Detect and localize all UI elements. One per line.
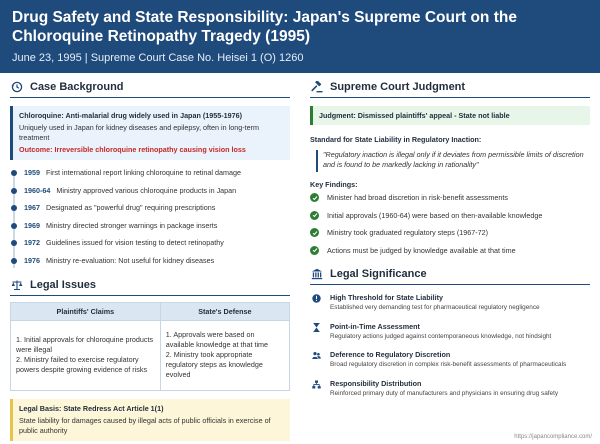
list-item [310, 207, 590, 225]
list-item [310, 242, 590, 260]
timeline [10, 168, 290, 274]
timeline-item [24, 238, 290, 256]
timeline-text: Ministry directed stronger warnings in package inserts [46, 220, 218, 230]
timeline-year: 1976 [24, 255, 40, 265]
timeline-text: Guidelines issued for vision testing to detect retinopathy [46, 238, 224, 248]
timeline-dot [11, 188, 17, 194]
page-header [0, 0, 600, 73]
plaintiffs-claim: 2. Ministry failed to exercise regulatory powers despite growing evidence of risks [16, 355, 148, 375]
list-item [310, 189, 590, 207]
legal-issues-heading [10, 278, 290, 296]
judgment-heading-text: Supreme Court Judgment [330, 81, 466, 93]
judgment-box: Judgment: Dismissed plaintiffs' appeal - State not liable [310, 106, 590, 125]
timeline-dot [11, 258, 17, 264]
significance-description: Established very demanding test for pharmaceutical regulatory negligence [330, 304, 540, 311]
history-icon [10, 80, 24, 94]
check-circle-icon [310, 193, 319, 202]
footer-url: https://japancompliance.com/ [514, 434, 592, 440]
network-icon [310, 379, 322, 408]
timeline-year: 1969 [24, 220, 40, 230]
significance-heading [310, 267, 590, 285]
key-finding-text: Actions must be judged by knowledge available at that time [327, 245, 516, 255]
timeline-year: 1960-64 [24, 185, 51, 195]
table-row [11, 320, 290, 390]
significance-title: High Threshold for State Liability [330, 293, 444, 302]
key-findings-title: Key Findings: [310, 180, 358, 189]
legal-basis-description: State liability for damages caused by illegal acts of public officials in exercise of public authority [19, 415, 271, 435]
plaintiffs-column-header: Plaintiffs' Claims [11, 302, 161, 320]
standard-quote: "Regulatory inaction is illegal only if it deviates from permissible limits of discretion and is found to be markedly lacking in rationality" [316, 150, 590, 172]
timeline-item [24, 221, 290, 239]
legal-basis-title: Legal Basis: State Redress Act Article 1(1) [19, 403, 164, 413]
background-box [10, 106, 290, 160]
state-defense-cell [160, 320, 289, 390]
state-column-header: State's Defense [160, 302, 289, 320]
background-box-description: Uniquely used in Japan for kidney diseases and epilepsy, often in long-term treatment [19, 123, 259, 142]
check-circle-icon [310, 246, 319, 255]
timeline-dot [11, 170, 17, 176]
users-icon [310, 350, 322, 379]
table-header-row [11, 302, 290, 320]
timeline-item [24, 256, 290, 274]
key-finding-text: Ministry took graduated regulatory steps (1967-72) [327, 228, 489, 238]
page-title: Drug Safety and State Responsibility: Japan's Supreme Court on the Chloroquine Retinopathy Tragedy (1995) [12, 9, 517, 45]
key-finding-text: Initial approvals (1960-64) were based on then-available knowledge [327, 210, 543, 220]
case-background-heading-text: Case Background [30, 81, 124, 93]
timeline-year: 1959 [24, 168, 40, 177]
standard-title: Standard for State Liability in Regulatory Inaction: [310, 135, 482, 144]
timeline-item [24, 168, 290, 186]
significance-heading-text: Legal Significance [330, 268, 427, 280]
check-circle-icon [310, 211, 319, 220]
significance-list [310, 293, 590, 407]
timeline-year: 1967 [24, 203, 40, 213]
legal-basis-box [10, 399, 290, 441]
institution-icon [310, 267, 324, 281]
background-box-outcome: Outcome: Irreversible chloroquine retinopathy causing vision loss [19, 145, 246, 154]
timeline-year: 1972 [24, 238, 40, 248]
list-item [310, 379, 590, 408]
timeline-text: Designated as "powerful drug" requiring prescriptions [46, 203, 216, 213]
list-item [310, 224, 590, 242]
hourglass-icon [310, 322, 322, 351]
legal-issues-heading-text: Legal Issues [30, 278, 97, 291]
background-box-title: Chloroquine: Anti-malarial drug widely used in Japan (1955-1976) [19, 111, 242, 120]
scales-icon [10, 278, 24, 292]
timeline-dot [11, 205, 17, 211]
plaintiffs-claim: 1. Initial approvals for chloroquine products were illegal [16, 335, 154, 355]
plaintiffs-claims-cell [11, 320, 161, 390]
significance-description: Broad regulatory discretion in complex risk-benefit assessments of pharmaceuticals [330, 361, 567, 368]
timeline-dot [11, 223, 17, 229]
right-column [310, 80, 590, 407]
judgment-heading [310, 80, 590, 98]
key-finding-text: Minister had broad discretion in risk-benefit assessments [327, 193, 508, 203]
list-item [310, 322, 590, 351]
significance-title: Responsibility Distribution [330, 378, 422, 388]
gavel-icon [310, 80, 324, 94]
exclamation-circle-icon [310, 293, 322, 322]
significance-title: Deference to Regulatory Discretion [330, 350, 451, 359]
left-column [10, 80, 290, 441]
state-defense: 1. Approvals were based on available knowledge at that time [165, 330, 269, 350]
check-circle-icon [310, 228, 319, 237]
legal-issues-table [10, 302, 290, 391]
state-defense: 2. Ministry took appropriate regulatory steps as knowledge evolved [165, 350, 263, 380]
list-item [310, 350, 590, 379]
timeline-text: First international report linking chloroquine to retinal damage [46, 168, 241, 177]
significance-description: Regulatory actions judged against contemporaneous knowledge, not hindsight [330, 332, 552, 340]
timeline-text: Ministry approved various chloroquine products in Japan [56, 185, 237, 195]
list-item [310, 293, 590, 322]
timeline-text: Ministry re-evaluation: Not useful for kidney diseases [46, 255, 215, 265]
significance-description: Reinforced primary duty of manufacturers and physicians in ensuring drug safety [330, 389, 559, 397]
case-background-heading [10, 80, 290, 98]
timeline-item [24, 203, 290, 221]
timeline-item [24, 186, 290, 204]
key-findings-list [310, 189, 590, 259]
page-subtitle: June 23, 1995 | Supreme Court Case No. Heisei 1 (O) 1260 [12, 52, 304, 64]
significance-title: Point-in-Time Assessment [330, 321, 420, 331]
timeline-dot [11, 240, 17, 246]
